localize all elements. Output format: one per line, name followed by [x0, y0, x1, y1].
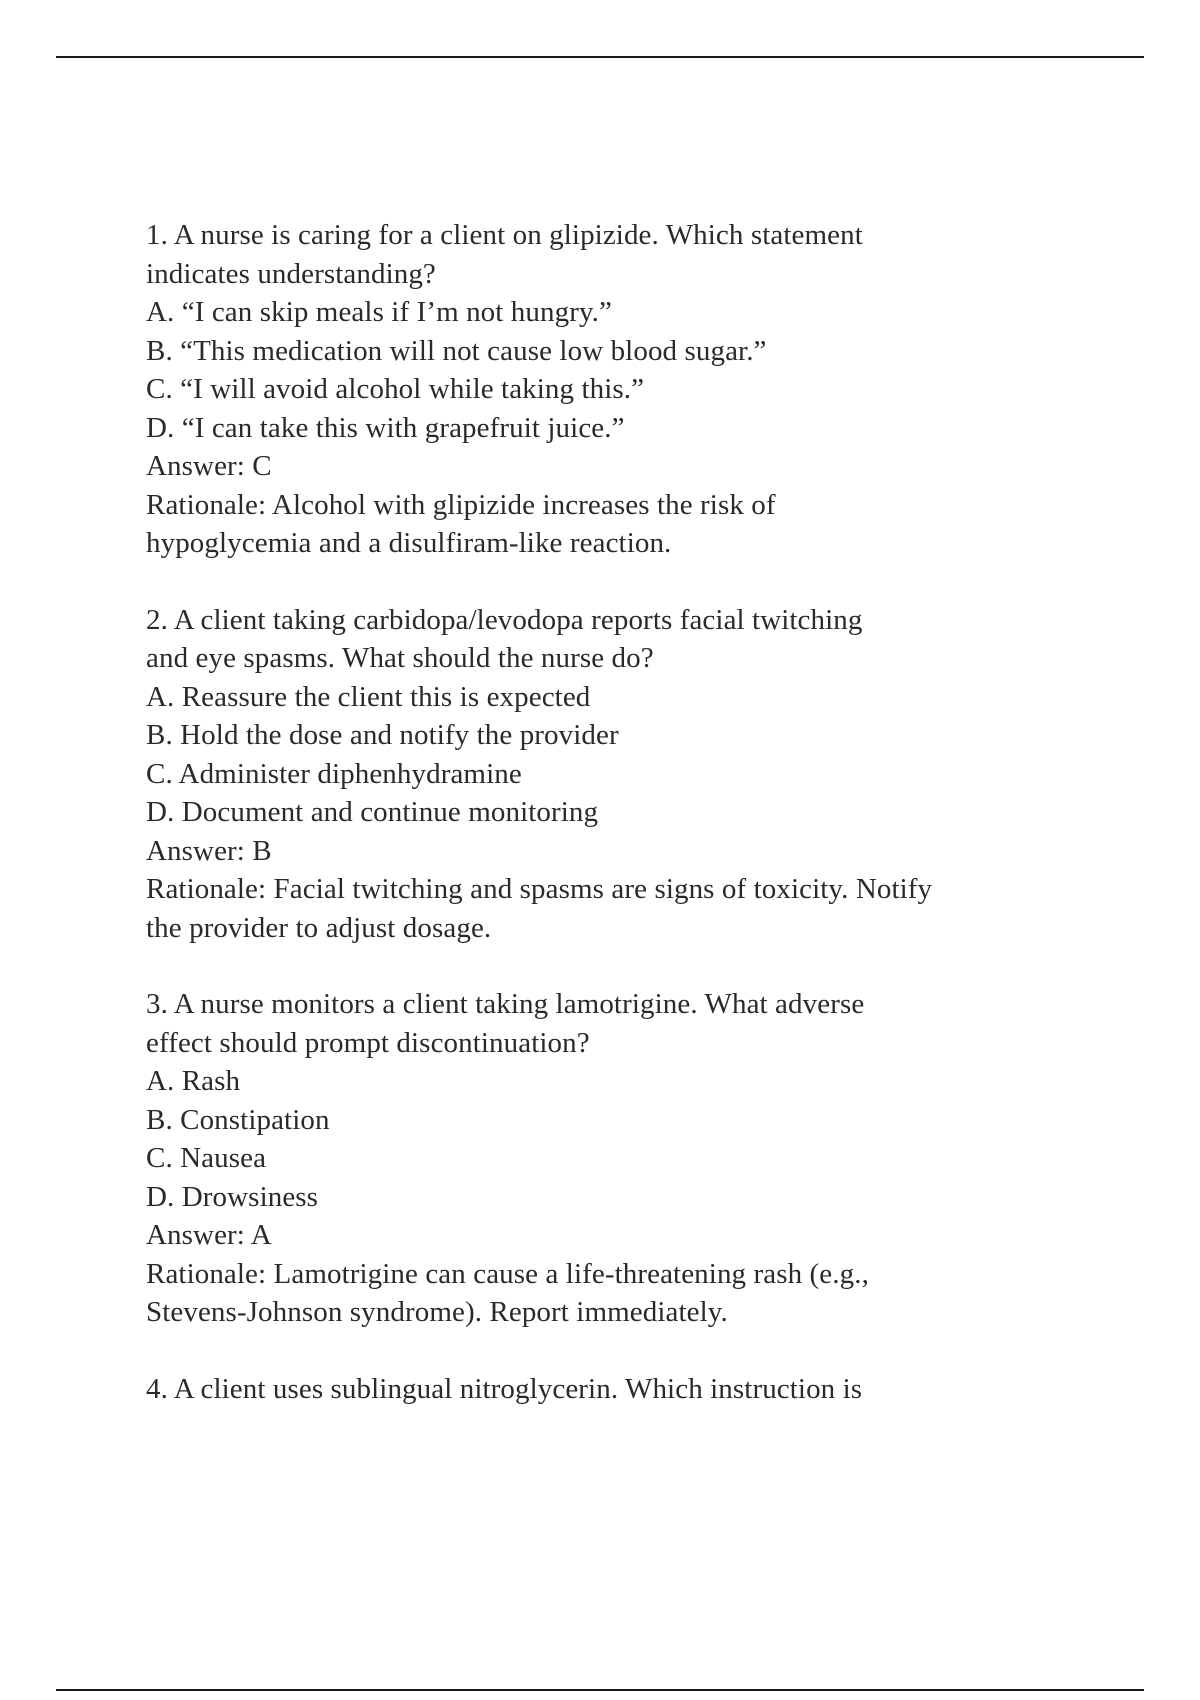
rationale-line: the provider to adjust dosage. [146, 911, 492, 944]
answer-option: B. Constipation [146, 1103, 330, 1136]
question-stem-line: 2. A client taking carbidopa/levodopa reports facial twitching [146, 603, 863, 636]
answer-option: A. Rash [146, 1065, 241, 1097]
question-stem-line: 1. A nurse is caring for a client on glipizide. Which statement [146, 219, 863, 251]
answer-key: Answer: A [146, 1219, 272, 1251]
rationale-line: Stevens-Johnson syndrome). Report immediately. [146, 1296, 728, 1328]
answer-option: A. “I can skip meals if I’m not hungry.” [146, 296, 612, 328]
answer-option: C. “I will avoid alcohol while taking this.” [146, 373, 645, 405]
question-stem-line: 4. A client uses sublingual nitroglycerin. Which instruction is [146, 1372, 863, 1405]
answer-option: B. “This medication will not cause low blood sugar.” [146, 334, 767, 367]
answer-key: Answer: B [146, 834, 272, 867]
answer-option: C. Nausea [146, 1142, 267, 1174]
answer-option: C. Administer diphenhydramine [146, 757, 522, 790]
question-stem-line: 3. A nurse monitors a client taking lamotrigine. What adverse [146, 988, 865, 1020]
document-body [146, 216, 1046, 1446]
rationale-line: Rationale: Alcohol with glipizide increases the risk of [146, 488, 776, 521]
question-3 [146, 985, 1046, 1332]
rationale-line: hypoglycemia and a disulfiram-like reaction. [146, 527, 672, 559]
answer-option: A. Reassure the client this is expected [146, 680, 591, 713]
rationale-line: Rationale: Facial twitching and spasms are signs of toxicity. Notify [146, 873, 933, 905]
question-stem-line: and eye spasms. What should the nurse do? [146, 642, 654, 674]
top-rule [56, 56, 1144, 58]
answer-key: Answer: C [146, 450, 272, 482]
question-4 [146, 1370, 1046, 1409]
bottom-rule [56, 1689, 1144, 1691]
question-stem-line: effect should prompt discontinuation? [146, 1026, 590, 1059]
question-stem-line: indicates understanding? [146, 257, 436, 290]
question-2 [146, 601, 1046, 948]
answer-option: D. “I can take this with grapefruit juice.” [146, 411, 625, 444]
rationale-line: Rationale: Lamotrigine can cause a life-threatening rash (e.g., [146, 1257, 869, 1290]
question-1 [146, 216, 1046, 563]
answer-option: D. Drowsiness [146, 1180, 319, 1213]
answer-option: B. Hold the dose and notify the provider [146, 719, 619, 751]
answer-option: D. Document and continue monitoring [146, 796, 599, 828]
